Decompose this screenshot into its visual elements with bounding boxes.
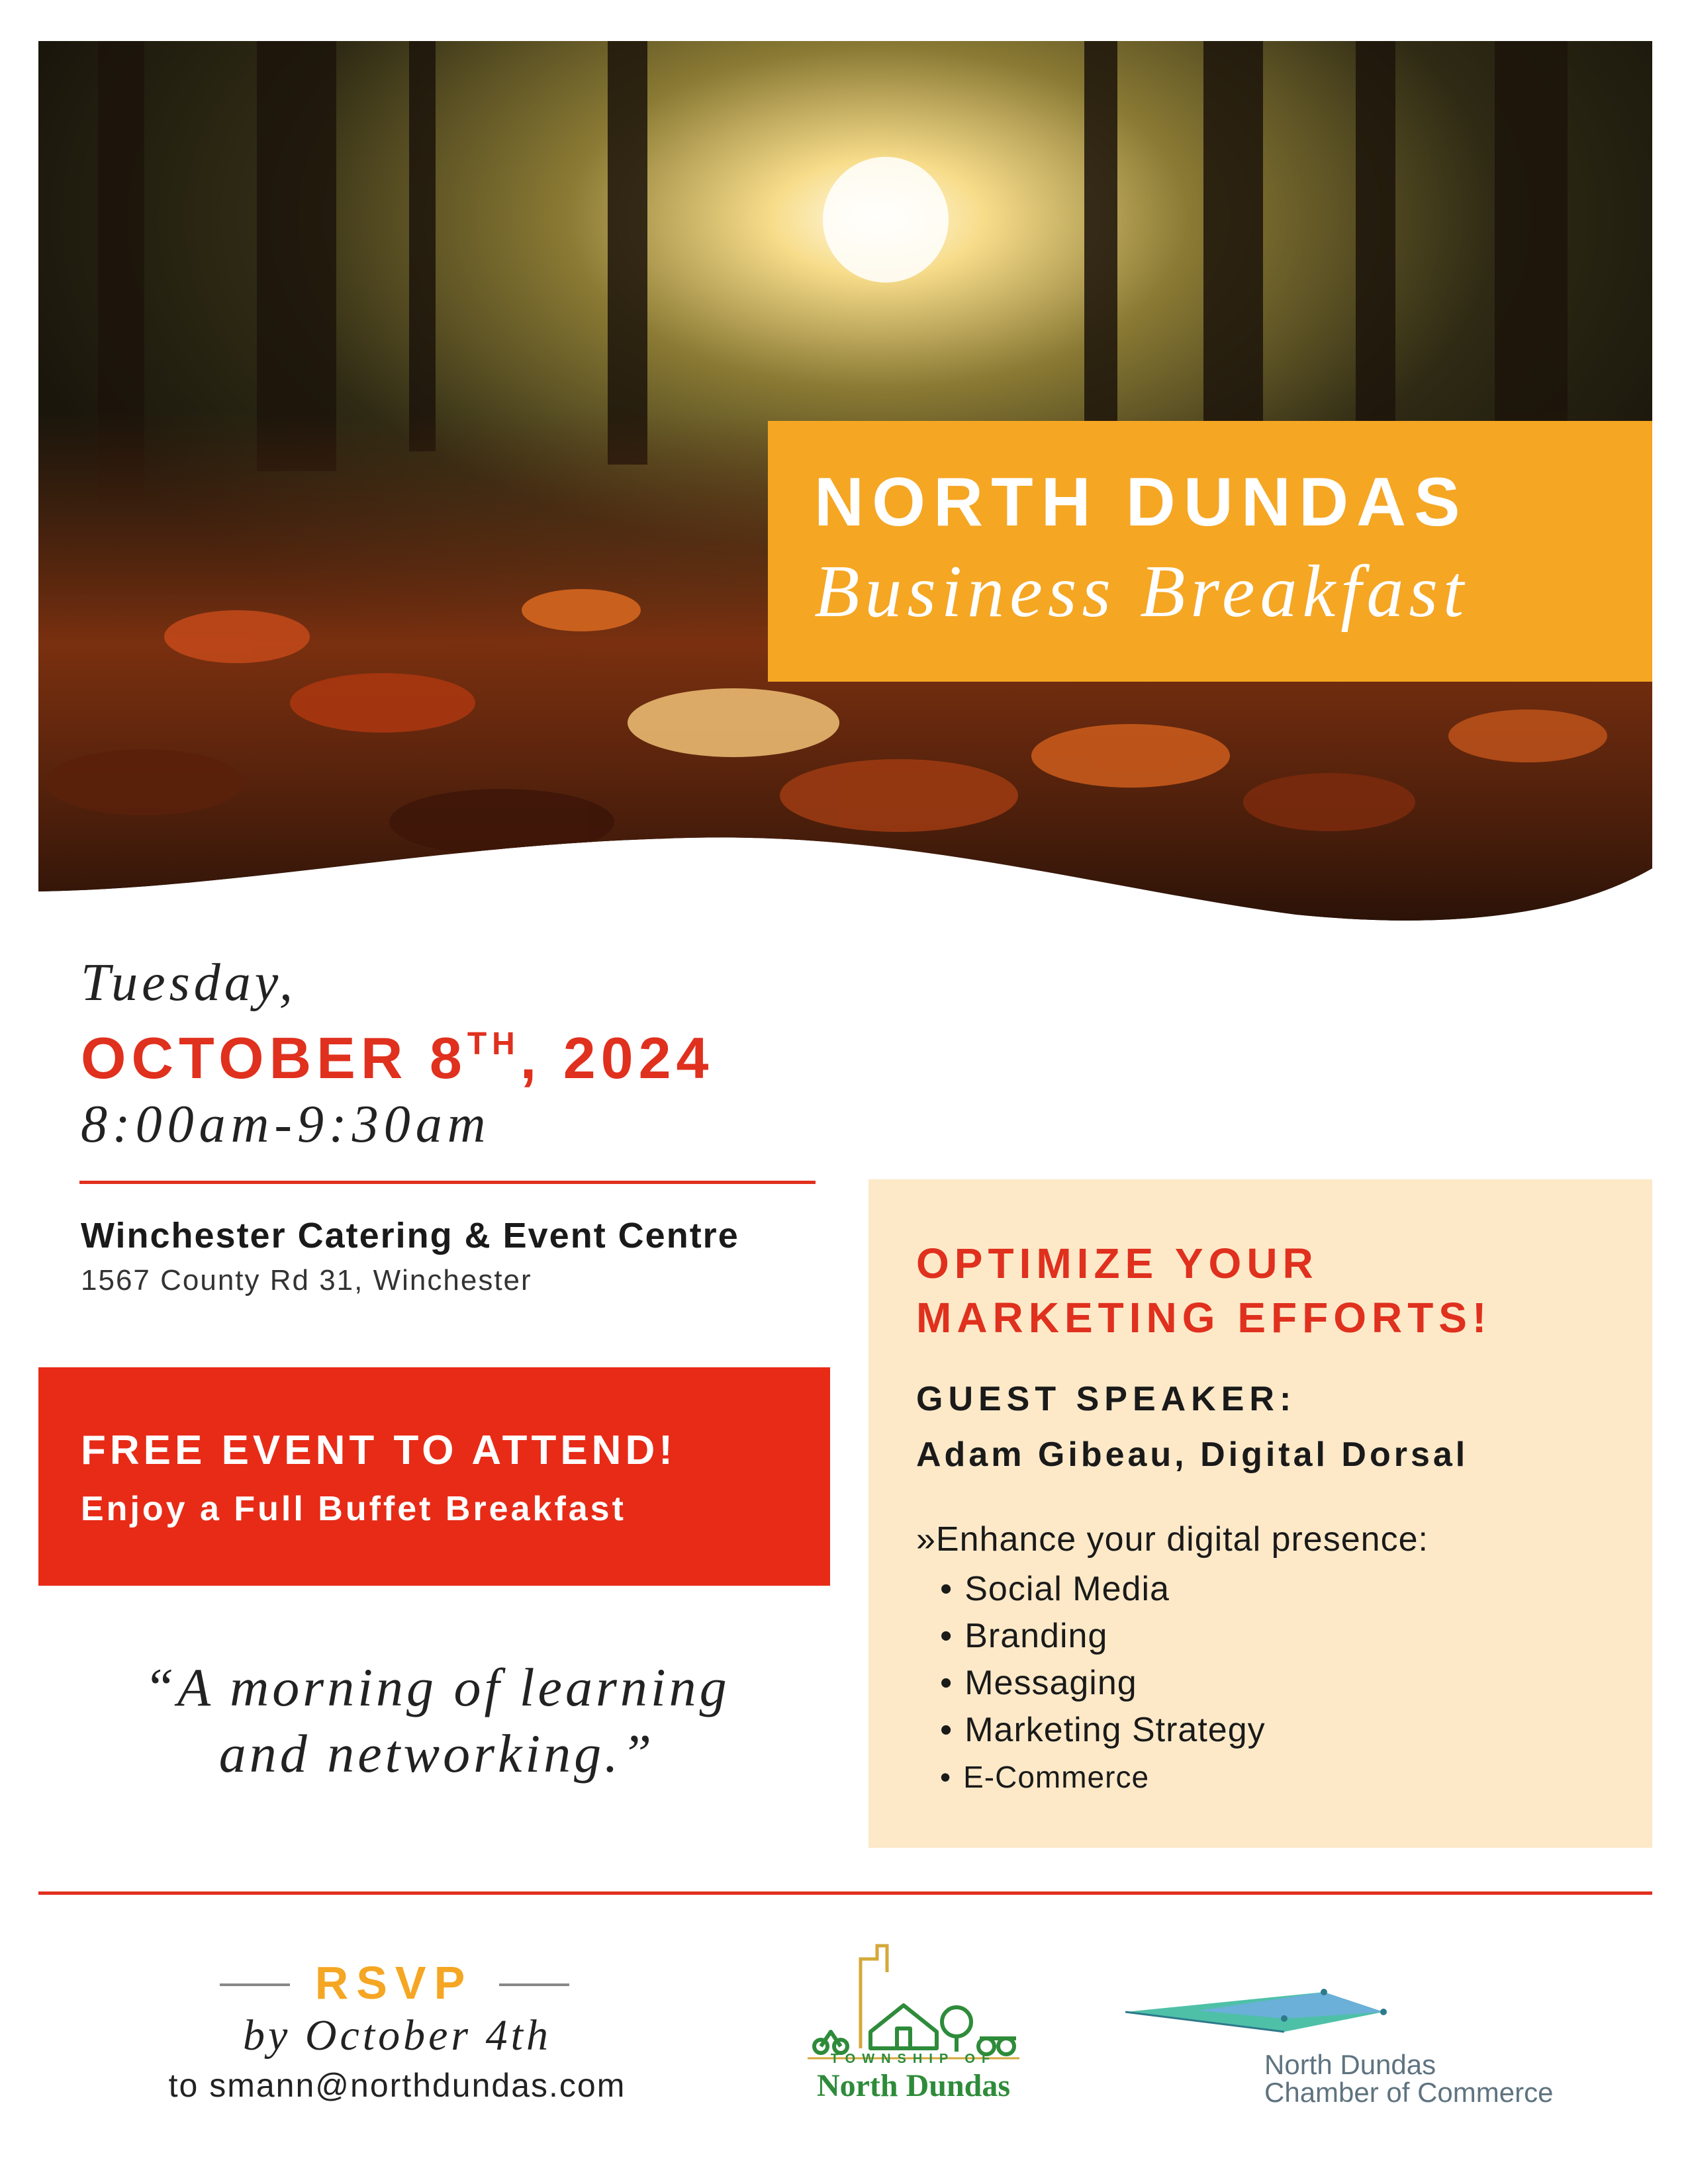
list-item: • Branding bbox=[940, 1613, 1266, 1660]
rsvp-label: RSVP bbox=[314, 1957, 473, 2009]
panel-headline-line-1: OPTIMIZE YOUR bbox=[916, 1240, 1319, 1287]
chamber-logo-icon bbox=[1119, 1979, 1410, 2052]
township-label: TOWNSHIP OF bbox=[830, 2052, 997, 2066]
rsvp-email[interactable]: to smann@northdundas.com bbox=[168, 2067, 626, 2104]
event-subtitle: Business Breakfast bbox=[814, 551, 1470, 633]
topics-list bbox=[940, 1566, 1266, 1801]
guest-speaker-name: Adam Gibeau, Digital Dorsal bbox=[916, 1435, 1469, 1474]
venue-name: Winchester Catering & Event Centre bbox=[81, 1216, 739, 1255]
list-item: • Messaging bbox=[940, 1660, 1266, 1707]
footer-divider bbox=[38, 1891, 1652, 1895]
event-time: 8:00am-9:30am bbox=[81, 1095, 491, 1154]
event-day: Tuesday, bbox=[81, 954, 297, 1012]
list-item: • E-Commerce bbox=[940, 1754, 1266, 1801]
rsvp-rule-left bbox=[220, 1983, 290, 1986]
rsvp-deadline: by October 4th bbox=[243, 2011, 551, 2060]
topics-intro: »Enhance your digital presence: bbox=[916, 1520, 1429, 1559]
event-date-main: OCTOBER 8 bbox=[81, 1025, 467, 1091]
quote-line-2: and networking.” bbox=[218, 1723, 655, 1784]
divider bbox=[79, 1181, 816, 1184]
free-event-heading: FREE EVENT TO ATTEND! bbox=[81, 1428, 677, 1473]
guest-speaker-label: GUEST SPEAKER: bbox=[916, 1380, 1297, 1418]
panel-headline bbox=[916, 1236, 1491, 1345]
event-date-year: , 2024 bbox=[520, 1025, 714, 1091]
rsvp-rule-right bbox=[499, 1983, 569, 1986]
event-date-suffix: TH bbox=[467, 1026, 520, 1062]
free-event-banner bbox=[38, 1367, 830, 1586]
event-quote bbox=[79, 1655, 794, 1787]
panel-headline-line-2: MARKETING EFFORTS! bbox=[916, 1294, 1492, 1342]
free-event-subheading: Enjoy a Full Buffet Breakfast bbox=[81, 1490, 626, 1528]
chamber-name: North Dundas bbox=[1264, 2049, 1436, 2080]
list-item: • Marketing Strategy bbox=[940, 1707, 1266, 1754]
venue-address: 1567 County Rd 31, Winchester bbox=[81, 1264, 532, 1297]
list-item: • Social Media bbox=[940, 1566, 1266, 1613]
event-date bbox=[81, 1024, 714, 1092]
township-name: North Dundas bbox=[816, 2068, 1011, 2103]
event-title: NORTH DUNDAS bbox=[814, 464, 1468, 541]
chamber-subtitle: Chamber of Commerce bbox=[1264, 2077, 1554, 2108]
quote-line-1: “A morning of learning bbox=[144, 1657, 730, 1717]
